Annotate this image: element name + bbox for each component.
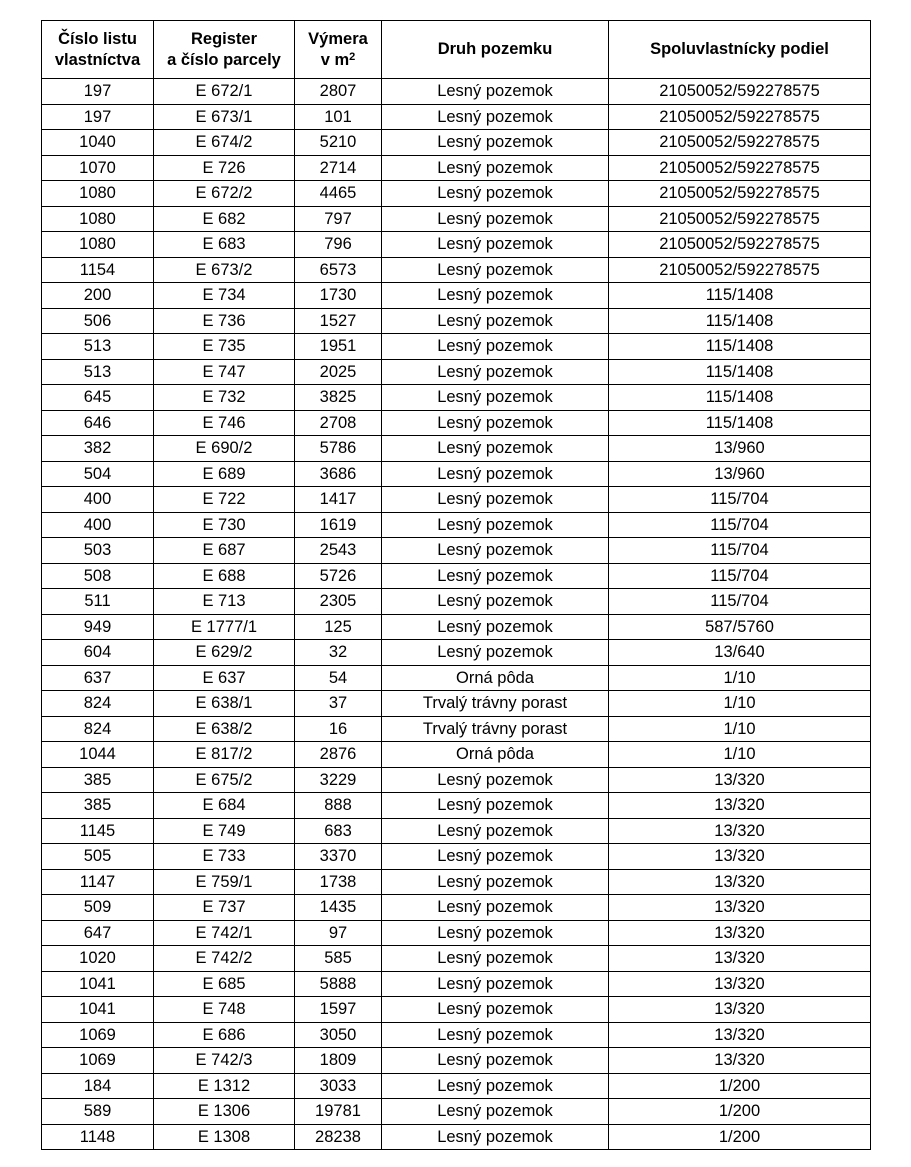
cell-share: 115/1408 bbox=[609, 308, 871, 334]
cell-parcel: E 674/2 bbox=[154, 130, 295, 156]
cell-share: 21050052/592278575 bbox=[609, 257, 871, 283]
cell-sheet-number: 949 bbox=[42, 614, 154, 640]
cell-land-type: Lesný pozemok bbox=[382, 538, 609, 564]
cell-area: 3370 bbox=[295, 844, 382, 870]
cell-share: 1/200 bbox=[609, 1099, 871, 1125]
header-parcel bbox=[154, 21, 295, 79]
cell-sheet-number: 604 bbox=[42, 640, 154, 666]
parcel-table bbox=[41, 20, 871, 1150]
cell-share: 587/5760 bbox=[609, 614, 871, 640]
cell-share: 1/10 bbox=[609, 742, 871, 768]
cell-parcel: E 734 bbox=[154, 283, 295, 309]
table-row bbox=[42, 206, 871, 232]
table-row bbox=[42, 742, 871, 768]
cell-sheet-number: 197 bbox=[42, 79, 154, 105]
header-land-type: Druh pozemku bbox=[382, 21, 609, 79]
cell-share: 13/320 bbox=[609, 971, 871, 997]
cell-share: 115/704 bbox=[609, 512, 871, 538]
cell-share: 21050052/592278575 bbox=[609, 206, 871, 232]
cell-parcel: E 672/1 bbox=[154, 79, 295, 105]
cell-land-type: Trvalý trávny porast bbox=[382, 691, 609, 717]
cell-area: 2543 bbox=[295, 538, 382, 564]
cell-area: 6573 bbox=[295, 257, 382, 283]
cell-land-type: Lesný pozemok bbox=[382, 436, 609, 462]
cell-land-type: Lesný pozemok bbox=[382, 155, 609, 181]
table-row bbox=[42, 232, 871, 258]
cell-area: 797 bbox=[295, 206, 382, 232]
cell-area: 37 bbox=[295, 691, 382, 717]
cell-parcel: E 742/2 bbox=[154, 946, 295, 972]
header-area bbox=[295, 21, 382, 79]
cell-land-type: Lesný pozemok bbox=[382, 844, 609, 870]
cell-parcel: E 675/2 bbox=[154, 767, 295, 793]
cell-parcel: E 1777/1 bbox=[154, 614, 295, 640]
cell-parcel: E 683 bbox=[154, 232, 295, 258]
table-row bbox=[42, 691, 871, 717]
cell-sheet-number: 382 bbox=[42, 436, 154, 462]
cell-area: 683 bbox=[295, 818, 382, 844]
header-area-line2 bbox=[295, 50, 381, 71]
table-row bbox=[42, 589, 871, 615]
cell-area: 28238 bbox=[295, 1124, 382, 1150]
cell-parcel: E 742/1 bbox=[154, 920, 295, 946]
cell-share: 13/320 bbox=[609, 869, 871, 895]
table-row bbox=[42, 130, 871, 156]
cell-sheet-number: 385 bbox=[42, 793, 154, 819]
cell-area: 3229 bbox=[295, 767, 382, 793]
cell-parcel: E 685 bbox=[154, 971, 295, 997]
cell-land-type: Lesný pozemok bbox=[382, 1073, 609, 1099]
cell-parcel: E 736 bbox=[154, 308, 295, 334]
cell-share: 13/320 bbox=[609, 946, 871, 972]
cell-sheet-number: 1041 bbox=[42, 997, 154, 1023]
cell-area: 5210 bbox=[295, 130, 382, 156]
cell-parcel: E 732 bbox=[154, 385, 295, 411]
cell-land-type: Lesný pozemok bbox=[382, 232, 609, 258]
cell-sheet-number: 1069 bbox=[42, 1022, 154, 1048]
cell-area: 3825 bbox=[295, 385, 382, 411]
cell-land-type: Lesný pozemok bbox=[382, 283, 609, 309]
cell-land-type: Lesný pozemok bbox=[382, 920, 609, 946]
header-area-superscript: 2 bbox=[349, 50, 356, 63]
cell-parcel: E 722 bbox=[154, 487, 295, 513]
cell-sheet-number: 513 bbox=[42, 334, 154, 360]
cell-share: 13/320 bbox=[609, 844, 871, 870]
table-row bbox=[42, 920, 871, 946]
cell-share: 21050052/592278575 bbox=[609, 79, 871, 105]
cell-share: 13/960 bbox=[609, 436, 871, 462]
cell-area: 3033 bbox=[295, 1073, 382, 1099]
cell-share: 1/200 bbox=[609, 1124, 871, 1150]
cell-land-type: Lesný pozemok bbox=[382, 997, 609, 1023]
cell-share: 13/320 bbox=[609, 818, 871, 844]
cell-land-type: Lesný pozemok bbox=[382, 359, 609, 385]
cell-sheet-number: 1041 bbox=[42, 971, 154, 997]
table-row bbox=[42, 436, 871, 462]
cell-sheet-number: 200 bbox=[42, 283, 154, 309]
cell-land-type: Lesný pozemok bbox=[382, 79, 609, 105]
cell-sheet-number: 1148 bbox=[42, 1124, 154, 1150]
cell-sheet-number: 1044 bbox=[42, 742, 154, 768]
cell-parcel: E 1306 bbox=[154, 1099, 295, 1125]
cell-land-type: Lesný pozemok bbox=[382, 206, 609, 232]
table-row bbox=[42, 257, 871, 283]
cell-area: 2305 bbox=[295, 589, 382, 615]
cell-sheet-number: 637 bbox=[42, 665, 154, 691]
table-row bbox=[42, 869, 871, 895]
table-body bbox=[42, 79, 871, 1150]
cell-parcel: E 748 bbox=[154, 997, 295, 1023]
cell-share: 13/640 bbox=[609, 640, 871, 666]
cell-land-type: Orná pôda bbox=[382, 665, 609, 691]
cell-sheet-number: 647 bbox=[42, 920, 154, 946]
cell-sheet-number: 589 bbox=[42, 1099, 154, 1125]
cell-land-type: Lesný pozemok bbox=[382, 767, 609, 793]
cell-land-type: Trvalý trávny porast bbox=[382, 716, 609, 742]
cell-parcel: E 684 bbox=[154, 793, 295, 819]
table-row bbox=[42, 767, 871, 793]
cell-sheet-number: 511 bbox=[42, 589, 154, 615]
table-row bbox=[42, 971, 871, 997]
cell-parcel: E 673/1 bbox=[154, 104, 295, 130]
table-row bbox=[42, 283, 871, 309]
cell-land-type: Lesný pozemok bbox=[382, 385, 609, 411]
cell-land-type: Lesný pozemok bbox=[382, 614, 609, 640]
cell-area: 1951 bbox=[295, 334, 382, 360]
cell-sheet-number: 400 bbox=[42, 487, 154, 513]
cell-land-type: Lesný pozemok bbox=[382, 589, 609, 615]
cell-share: 115/1408 bbox=[609, 283, 871, 309]
cell-parcel: E 688 bbox=[154, 563, 295, 589]
cell-area: 2807 bbox=[295, 79, 382, 105]
table-row bbox=[42, 385, 871, 411]
cell-sheet-number: 1080 bbox=[42, 206, 154, 232]
cell-share: 1/10 bbox=[609, 665, 871, 691]
header-parcel-line2: a číslo parcely bbox=[167, 50, 281, 69]
cell-share: 1/10 bbox=[609, 716, 871, 742]
cell-sheet-number: 197 bbox=[42, 104, 154, 130]
cell-share: 13/320 bbox=[609, 1022, 871, 1048]
cell-sheet-number: 506 bbox=[42, 308, 154, 334]
header-parcel-line1: Register bbox=[190, 29, 258, 48]
table-row bbox=[42, 181, 871, 207]
cell-share: 13/320 bbox=[609, 793, 871, 819]
cell-land-type: Lesný pozemok bbox=[382, 487, 609, 513]
table-row bbox=[42, 1073, 871, 1099]
cell-parcel: E 747 bbox=[154, 359, 295, 385]
cell-land-type: Lesný pozemok bbox=[382, 1099, 609, 1125]
cell-area: 796 bbox=[295, 232, 382, 258]
cell-sheet-number: 824 bbox=[42, 716, 154, 742]
cell-sheet-number: 1080 bbox=[42, 181, 154, 207]
cell-land-type: Lesný pozemok bbox=[382, 818, 609, 844]
table-row bbox=[42, 461, 871, 487]
cell-share: 115/1408 bbox=[609, 385, 871, 411]
cell-land-type: Lesný pozemok bbox=[382, 946, 609, 972]
cell-share: 1/10 bbox=[609, 691, 871, 717]
cell-sheet-number: 513 bbox=[42, 359, 154, 385]
cell-sheet-number: 504 bbox=[42, 461, 154, 487]
cell-area: 5726 bbox=[295, 563, 382, 589]
cell-land-type: Lesný pozemok bbox=[382, 104, 609, 130]
table-row bbox=[42, 410, 871, 436]
cell-land-type: Lesný pozemok bbox=[382, 512, 609, 538]
cell-parcel: E 742/3 bbox=[154, 1048, 295, 1074]
table-row bbox=[42, 487, 871, 513]
cell-area: 1597 bbox=[295, 997, 382, 1023]
cell-parcel: E 638/1 bbox=[154, 691, 295, 717]
cell-area: 5786 bbox=[295, 436, 382, 462]
cell-area: 2714 bbox=[295, 155, 382, 181]
cell-area: 54 bbox=[295, 665, 382, 691]
cell-share: 21050052/592278575 bbox=[609, 130, 871, 156]
cell-area: 1417 bbox=[295, 487, 382, 513]
cell-area: 32 bbox=[295, 640, 382, 666]
table-row bbox=[42, 844, 871, 870]
cell-area: 1738 bbox=[295, 869, 382, 895]
cell-share: 115/1408 bbox=[609, 334, 871, 360]
cell-area: 1527 bbox=[295, 308, 382, 334]
cell-parcel: E 746 bbox=[154, 410, 295, 436]
header-share: Spoluvlastnícky podiel bbox=[609, 21, 871, 79]
cell-area: 888 bbox=[295, 793, 382, 819]
cell-sheet-number: 646 bbox=[42, 410, 154, 436]
cell-share: 115/704 bbox=[609, 487, 871, 513]
cell-area: 1730 bbox=[295, 283, 382, 309]
table-row bbox=[42, 1124, 871, 1150]
cell-sheet-number: 509 bbox=[42, 895, 154, 921]
cell-area: 5888 bbox=[295, 971, 382, 997]
cell-sheet-number: 1145 bbox=[42, 818, 154, 844]
cell-sheet-number: 505 bbox=[42, 844, 154, 870]
table-row bbox=[42, 104, 871, 130]
cell-land-type: Lesný pozemok bbox=[382, 308, 609, 334]
cell-sheet-number: 645 bbox=[42, 385, 154, 411]
cell-share: 13/320 bbox=[609, 1048, 871, 1074]
table-row bbox=[42, 563, 871, 589]
cell-sheet-number: 1070 bbox=[42, 155, 154, 181]
cell-area: 1619 bbox=[295, 512, 382, 538]
cell-land-type: Lesný pozemok bbox=[382, 1048, 609, 1074]
cell-parcel: E 713 bbox=[154, 589, 295, 615]
cell-parcel: E 672/2 bbox=[154, 181, 295, 207]
cell-land-type: Lesný pozemok bbox=[382, 461, 609, 487]
cell-parcel: E 730 bbox=[154, 512, 295, 538]
cell-area: 2025 bbox=[295, 359, 382, 385]
cell-area: 2876 bbox=[295, 742, 382, 768]
cell-land-type: Lesný pozemok bbox=[382, 410, 609, 436]
table-row bbox=[42, 818, 871, 844]
cell-area: 2708 bbox=[295, 410, 382, 436]
table-row bbox=[42, 79, 871, 105]
cell-sheet-number: 1154 bbox=[42, 257, 154, 283]
cell-sheet-number: 1040 bbox=[42, 130, 154, 156]
table-row bbox=[42, 334, 871, 360]
table-row bbox=[42, 946, 871, 972]
cell-land-type: Lesný pozemok bbox=[382, 869, 609, 895]
cell-parcel: E 689 bbox=[154, 461, 295, 487]
cell-land-type: Lesný pozemok bbox=[382, 563, 609, 589]
cell-share: 13/320 bbox=[609, 895, 871, 921]
cell-share: 115/704 bbox=[609, 538, 871, 564]
cell-sheet-number: 508 bbox=[42, 563, 154, 589]
cell-parcel: E 1308 bbox=[154, 1124, 295, 1150]
cell-parcel: E 637 bbox=[154, 665, 295, 691]
cell-share: 13/320 bbox=[609, 997, 871, 1023]
cell-share: 13/960 bbox=[609, 461, 871, 487]
cell-area: 3050 bbox=[295, 1022, 382, 1048]
cell-share: 21050052/592278575 bbox=[609, 232, 871, 258]
cell-area: 4465 bbox=[295, 181, 382, 207]
cell-sheet-number: 400 bbox=[42, 512, 154, 538]
table-row bbox=[42, 1022, 871, 1048]
cell-land-type: Lesný pozemok bbox=[382, 130, 609, 156]
table-row bbox=[42, 640, 871, 666]
cell-parcel: E 817/2 bbox=[154, 742, 295, 768]
table-row bbox=[42, 359, 871, 385]
cell-sheet-number: 1147 bbox=[42, 869, 154, 895]
cell-parcel: E 682 bbox=[154, 206, 295, 232]
cell-parcel: E 759/1 bbox=[154, 869, 295, 895]
table-row bbox=[42, 665, 871, 691]
cell-share: 13/320 bbox=[609, 767, 871, 793]
cell-area: 585 bbox=[295, 946, 382, 972]
cell-land-type: Lesný pozemok bbox=[382, 1124, 609, 1150]
cell-share: 21050052/592278575 bbox=[609, 181, 871, 207]
cell-land-type: Lesný pozemok bbox=[382, 1022, 609, 1048]
cell-area: 19781 bbox=[295, 1099, 382, 1125]
cell-sheet-number: 385 bbox=[42, 767, 154, 793]
cell-parcel: E 687 bbox=[154, 538, 295, 564]
cell-sheet-number: 503 bbox=[42, 538, 154, 564]
cell-sheet-number: 1080 bbox=[42, 232, 154, 258]
cell-share: 115/704 bbox=[609, 563, 871, 589]
cell-land-type: Lesný pozemok bbox=[382, 640, 609, 666]
cell-land-type: Lesný pozemok bbox=[382, 257, 609, 283]
cell-sheet-number: 184 bbox=[42, 1073, 154, 1099]
cell-sheet-number: 1020 bbox=[42, 946, 154, 972]
table-row bbox=[42, 716, 871, 742]
cell-land-type: Lesný pozemok bbox=[382, 793, 609, 819]
cell-area: 3686 bbox=[295, 461, 382, 487]
cell-area: 1809 bbox=[295, 1048, 382, 1074]
cell-area: 1435 bbox=[295, 895, 382, 921]
table-row bbox=[42, 793, 871, 819]
cell-parcel: E 690/2 bbox=[154, 436, 295, 462]
cell-share: 115/1408 bbox=[609, 410, 871, 436]
cell-parcel: E 673/2 bbox=[154, 257, 295, 283]
cell-area: 16 bbox=[295, 716, 382, 742]
cell-sheet-number: 1069 bbox=[42, 1048, 154, 1074]
cell-parcel: E 726 bbox=[154, 155, 295, 181]
cell-land-type: Lesný pozemok bbox=[382, 895, 609, 921]
cell-area: 125 bbox=[295, 614, 382, 640]
header-sheet-number bbox=[42, 21, 154, 79]
header-area-line1: Výmera bbox=[308, 29, 368, 48]
header-row bbox=[42, 21, 871, 79]
header-sheet-line1: Číslo listu bbox=[58, 29, 137, 48]
cell-sheet-number: 824 bbox=[42, 691, 154, 717]
cell-share: 1/200 bbox=[609, 1073, 871, 1099]
cell-share: 115/1408 bbox=[609, 359, 871, 385]
table-row bbox=[42, 538, 871, 564]
cell-share: 21050052/592278575 bbox=[609, 155, 871, 181]
table-row bbox=[42, 308, 871, 334]
table-row bbox=[42, 614, 871, 640]
cell-parcel: E 733 bbox=[154, 844, 295, 870]
cell-parcel: E 686 bbox=[154, 1022, 295, 1048]
cell-parcel: E 629/2 bbox=[154, 640, 295, 666]
table-row bbox=[42, 1099, 871, 1125]
table-row bbox=[42, 895, 871, 921]
cell-parcel: E 735 bbox=[154, 334, 295, 360]
cell-parcel: E 638/2 bbox=[154, 716, 295, 742]
cell-parcel: E 737 bbox=[154, 895, 295, 921]
cell-share: 115/704 bbox=[609, 589, 871, 615]
table-row bbox=[42, 997, 871, 1023]
header-sheet-line2: vlastníctva bbox=[54, 50, 141, 69]
cell-land-type: Lesný pozemok bbox=[382, 971, 609, 997]
cell-land-type: Lesný pozemok bbox=[382, 334, 609, 360]
header-area-unit: v m bbox=[320, 50, 350, 69]
cell-parcel: E 749 bbox=[154, 818, 295, 844]
cell-parcel: E 1312 bbox=[154, 1073, 295, 1099]
cell-area: 101 bbox=[295, 104, 382, 130]
cell-land-type: Orná pôda bbox=[382, 742, 609, 768]
cell-share: 13/320 bbox=[609, 920, 871, 946]
cell-area: 97 bbox=[295, 920, 382, 946]
cell-share: 21050052/592278575 bbox=[609, 104, 871, 130]
table-row bbox=[42, 155, 871, 181]
table-row bbox=[42, 1048, 871, 1074]
cell-land-type: Lesný pozemok bbox=[382, 181, 609, 207]
table-row bbox=[42, 512, 871, 538]
